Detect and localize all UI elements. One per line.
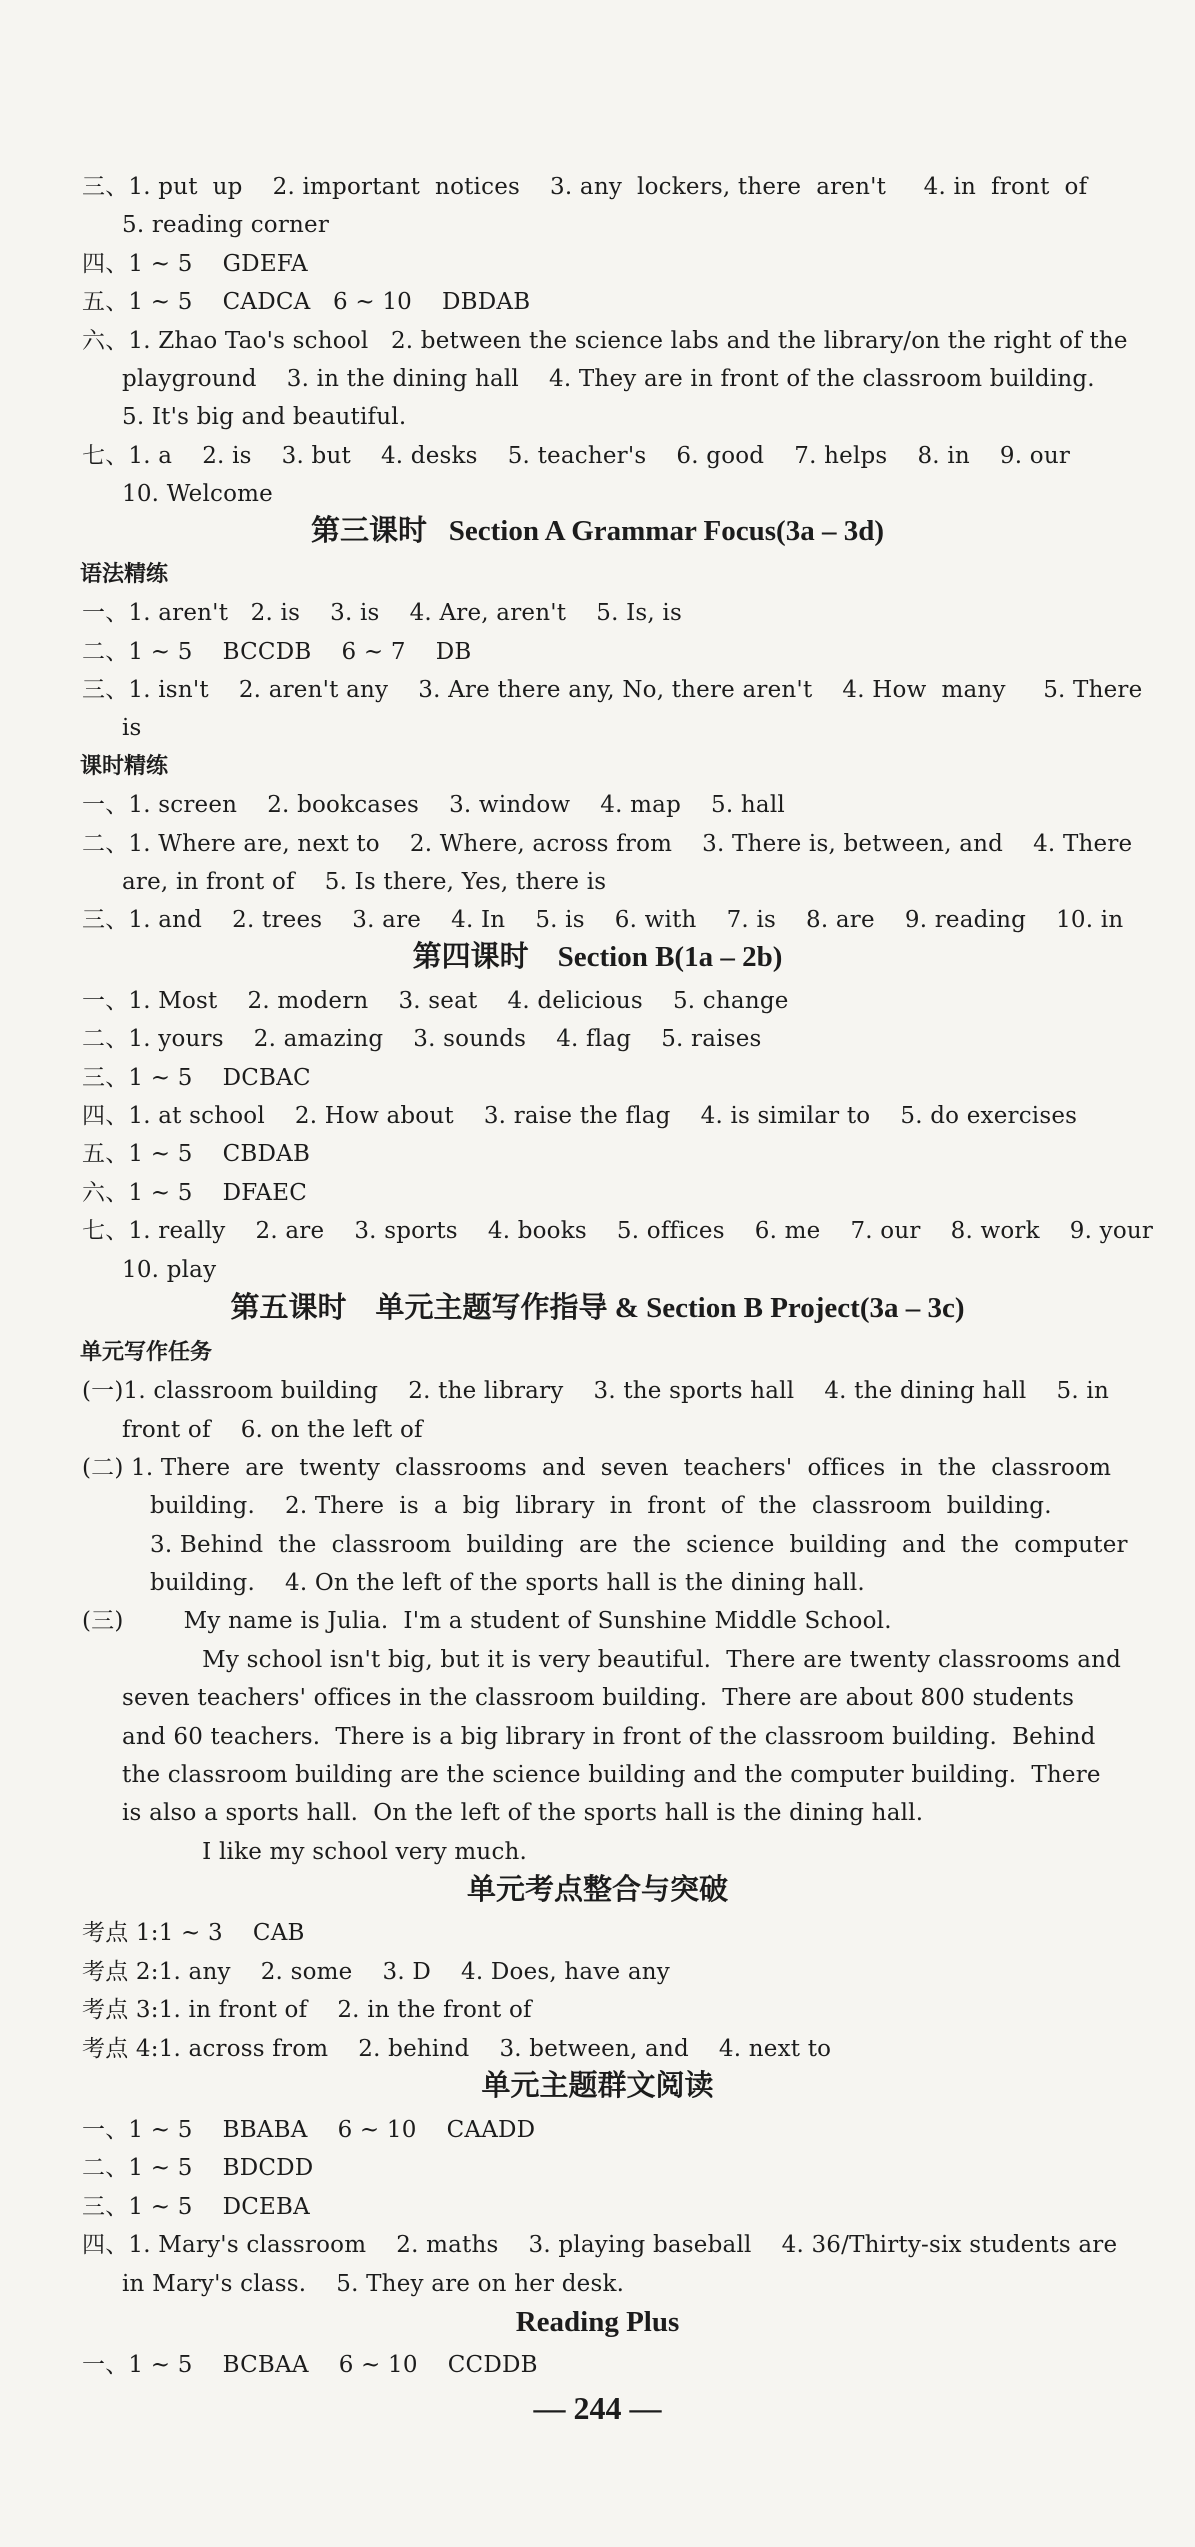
answer-line: 六、1 ~ 5 DFAEC	[82, 1180, 308, 1206]
answer-line: 5. It's big and beautiful.	[122, 404, 407, 430]
answer-line: 二、1. yours 2. amazing 3. sounds 4. flag 5. raises	[82, 1026, 762, 1052]
answer-line: are, in front of 5. Is there, Yes, there is	[122, 869, 607, 895]
answer-line: 二、1 ~ 5 BCCDB 6 ~ 7 DB	[82, 639, 472, 665]
answer-line: front of 6. on the left of	[122, 1417, 423, 1443]
answer-line: and 60 teachers. There is a big library in front of the classroom building. Behind	[122, 1724, 1096, 1750]
answer-line: 七、1. a 2. is 3. but 4. desks 5. teacher's 6. good 7. helps 8. in 9. our	[82, 443, 1071, 469]
answer-line: 六、1. Zhao Tao's school 2. between the science labs and the library/on the right of the	[82, 328, 1128, 354]
answer-line: (一)1. classroom building 2. the library 3. the sports hall 4. the dining hall 5. in	[82, 1378, 1109, 1404]
answer-line: 三、1. isn't 2. aren't any 3. Are there any, No, there aren't 4. How many 5. There	[82, 677, 1143, 703]
answer-line: 一、1. screen 2. bookcases 3. window 4. map 5. hall	[82, 792, 785, 818]
answer-line: My school isn't big, but it is very beautiful. There are twenty classrooms and	[82, 1647, 1122, 1673]
answer-line: building. 2. There is a big library in front of the classroom building.	[150, 1493, 1052, 1519]
answer-line: playground 3. in the dining hall 4. They are in front of the classroom building.	[122, 366, 1095, 392]
answer-line: is	[122, 715, 142, 741]
answer-line: I like my school very much.	[82, 1839, 528, 1865]
answer-line: 四、1 ~ 5 GDEFA	[82, 251, 308, 277]
answer-line: 三、1 ~ 5 DCBAC	[82, 1065, 311, 1091]
answer-line: 考点 1:1 ~ 3 CAB	[82, 1920, 305, 1946]
answer-line: seven teachers' offices in the classroom building. There are about 800 students	[122, 1685, 1075, 1711]
answer-line: 考点 3:1. in front of 2. in the front of	[82, 1997, 532, 2023]
section-heading: 第四课时 Section B(1a – 2b)	[412, 941, 783, 973]
answer-line: 二、1. Where are, next to 2. Where, across from 3. There is, between, and 4. There	[82, 831, 1133, 857]
answer-line: 二、1 ~ 5 BDCDD	[82, 2155, 314, 2181]
answer-line: 一、1 ~ 5 BBABA 6 ~ 10 CAADD	[82, 2117, 536, 2143]
page-number: — 244 —	[533, 2390, 662, 2426]
answer-line: (三) My name is Julia. I'm a student of Sunshine Middle School.	[82, 1608, 892, 1634]
section-heading: 第三课时 Section A Grammar Focus(3a – 3d)	[311, 515, 884, 547]
answer-line: 一、1. aren't 2. is 3. is 4. Are, aren't 5. Is, is	[82, 600, 682, 626]
answer-line: the classroom building are the science building and the computer building. There	[122, 1762, 1101, 1788]
subsection-heading: 单元写作任务	[80, 1340, 213, 1365]
answer-line: 五、1 ~ 5 CBDAB	[82, 1141, 311, 1167]
answer-line: 三、1. and 2. trees 3. are 4. In 5. is 6. with 7. is 8. are 9. reading 10. in	[82, 907, 1124, 933]
answer-line: 三、1 ~ 5 DCEBA	[82, 2194, 310, 2220]
answer-line: 3. Behind the classroom building are the science building and the computer	[150, 1532, 1128, 1558]
section-heading: 单元主题群文阅读	[481, 2070, 714, 2102]
answer-line: 一、1. Most 2. modern 3. seat 4. delicious 5. change	[82, 988, 789, 1014]
section-heading: 单元考点整合与突破	[466, 1874, 728, 1906]
answer-line: 四、1. Mary's classroom 2. maths 3. playing baseball 4. 36/Thirty-six students are	[82, 2232, 1118, 2258]
answer-line: 考点 4:1. across from 2. behind 3. between, and 4. next to	[82, 2036, 832, 2062]
section-heading: 第五课时 单元主题写作指导 & Section B Project(3a – 3c)	[230, 1292, 965, 1324]
answer-line: 五、1 ~ 5 CADCA 6 ~ 10 DBDAB	[82, 289, 531, 315]
answer-line: in Mary's class. 5. They are on her desk.	[122, 2271, 625, 2297]
subsection-heading: 课时精练	[80, 754, 169, 779]
answer-line: (二) 1. There are twenty classrooms and seven teachers' offices in the classroom	[82, 1455, 1112, 1481]
answer-line: 三、1. put up 2. important notices 3. any lockers, there aren't 4. in front of	[82, 174, 1088, 200]
subsection-heading: 语法精练	[80, 562, 169, 587]
answer-line: 七、1. really 2. are 3. sports 4. books 5. offices 6. me 7. our 8. work 9. your	[82, 1218, 1154, 1244]
answer-line: building. 4. On the left of the sports hall is the dining hall.	[150, 1570, 865, 1596]
answer-line: 四、1. at school 2. How about 3. raise the flag 4. is similar to 5. do exercises	[82, 1103, 1078, 1129]
answer-line: 一、1 ~ 5 BCBAA 6 ~ 10 CCDDB	[82, 2352, 538, 2378]
answer-line: is also a sports hall. On the left of the sports hall is the dining hall.	[122, 1800, 924, 1826]
answer-line: 5. reading corner	[122, 212, 330, 238]
answer-line: 考点 2:1. any 2. some 3. D 4. Does, have any	[82, 1959, 670, 1985]
answer-line: 10. Welcome	[122, 481, 273, 507]
section-heading: Reading Plus	[515, 2306, 680, 2338]
answer-line: 10. play	[122, 1257, 217, 1283]
